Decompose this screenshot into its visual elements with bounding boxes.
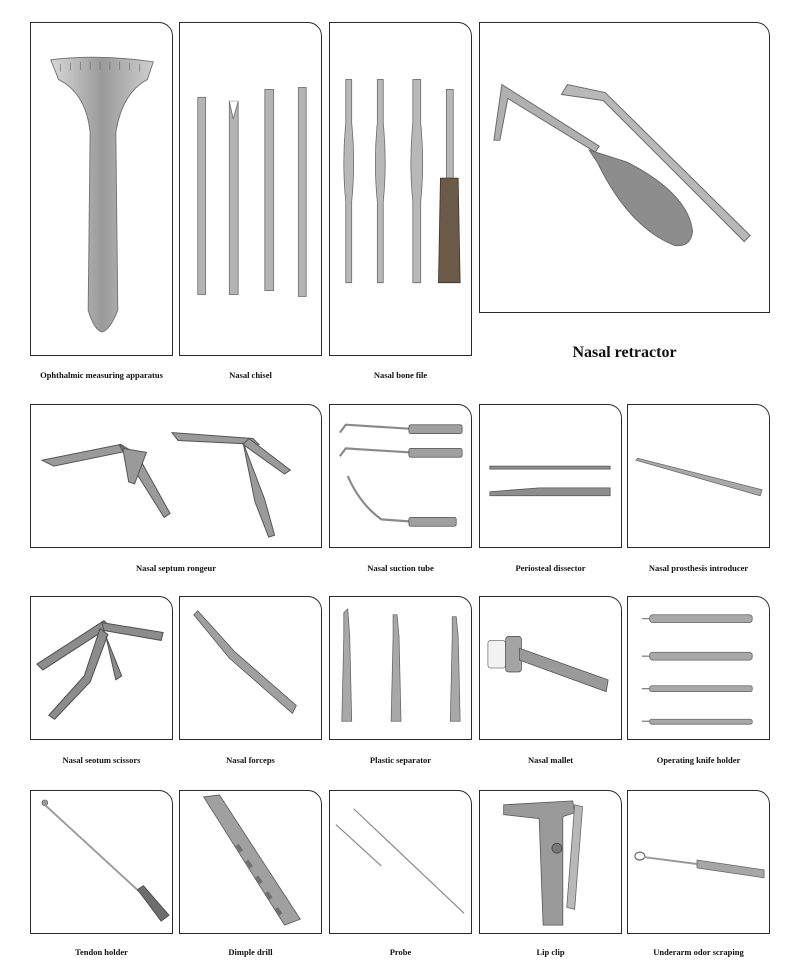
underarm-odor-scraping-image — [628, 791, 769, 933]
caption-nasal-chisel: Nasal chisel — [229, 370, 272, 380]
card-nasal-seotum-scissors — [30, 596, 173, 740]
operating-knife-holder-image — [628, 597, 769, 739]
caption-nasal-septum-rongeur: Nasal septum rongeur — [135, 563, 217, 573]
caption-tendon-holder: Tendon holder — [75, 947, 128, 957]
ophthalmic-measuring-apparatus-image — [31, 23, 172, 355]
probe-image — [330, 791, 471, 933]
caption-operating-knife-holder: Operating knife holder — [656, 755, 741, 765]
card-periosteal-dissector — [479, 404, 622, 548]
caption-nasal-suction-tube: Nasal suction tube — [367, 563, 434, 573]
caption-nasal-mallet: Nasal mallet — [527, 755, 574, 765]
nasal-septum-rongeur-image — [31, 405, 321, 547]
nasal-bone-file-image — [330, 23, 471, 355]
caption-lip-clip: Lip clip — [536, 947, 565, 957]
card-nasal-retractor — [479, 22, 770, 313]
card-ophthalmic-measuring-apparatus — [30, 22, 173, 356]
caption-probe: Probe — [389, 947, 412, 957]
caption-nasal-prosthesis-introducer: Nasal prosthesis introducer — [648, 563, 749, 573]
dimple-drill-image — [180, 791, 321, 933]
nasal-mallet-image — [480, 597, 621, 739]
card-nasal-prosthesis-introducer — [627, 404, 770, 548]
caption-dimple-drill: Dimple drill — [228, 947, 273, 957]
caption-nasal-bone-file: Nasal bone file — [373, 370, 428, 380]
card-nasal-septum-rongeur — [30, 404, 322, 548]
plastic-separator-image — [330, 597, 471, 739]
card-nasal-mallet — [479, 596, 622, 740]
caption-nasal-retractor: Nasal retractor — [572, 344, 677, 361]
nasal-retractor-image — [480, 23, 769, 312]
card-dimple-drill — [179, 790, 322, 934]
caption-nasal-forceps: Nasal forceps — [226, 755, 275, 765]
card-nasal-bone-file — [329, 22, 472, 356]
nasal-suction-tube-image — [330, 405, 471, 547]
card-nasal-suction-tube — [329, 404, 472, 548]
nasal-chisel-image — [180, 23, 321, 355]
caption-ophthalmic-measuring-apparatus: Ophthalmic measuring apparatus — [40, 370, 163, 380]
card-lip-clip — [479, 790, 622, 934]
card-underarm-odor-scraping — [627, 790, 770, 934]
nasal-prosthesis-introducer-image — [628, 405, 769, 547]
lip-clip-image — [480, 791, 621, 933]
caption-nasal-seotum-scissors: Nasal seotum scissors — [62, 755, 141, 765]
card-nasal-forceps — [179, 596, 322, 740]
caption-plastic-separator: Plastic separator — [369, 755, 432, 765]
nasal-seotum-scissors-image — [31, 597, 172, 739]
caption-underarm-odor-scraping: Underarm odor scraping — [653, 947, 744, 957]
nasal-forceps-image — [180, 597, 321, 739]
card-operating-knife-holder — [627, 596, 770, 740]
card-tendon-holder — [30, 790, 173, 934]
card-plastic-separator — [329, 596, 472, 740]
card-probe — [329, 790, 472, 934]
card-nasal-chisel — [179, 22, 322, 356]
periosteal-dissector-image — [480, 405, 621, 547]
tendon-holder-image — [31, 791, 172, 933]
caption-periosteal-dissector: Periosteal dissector — [515, 563, 586, 573]
